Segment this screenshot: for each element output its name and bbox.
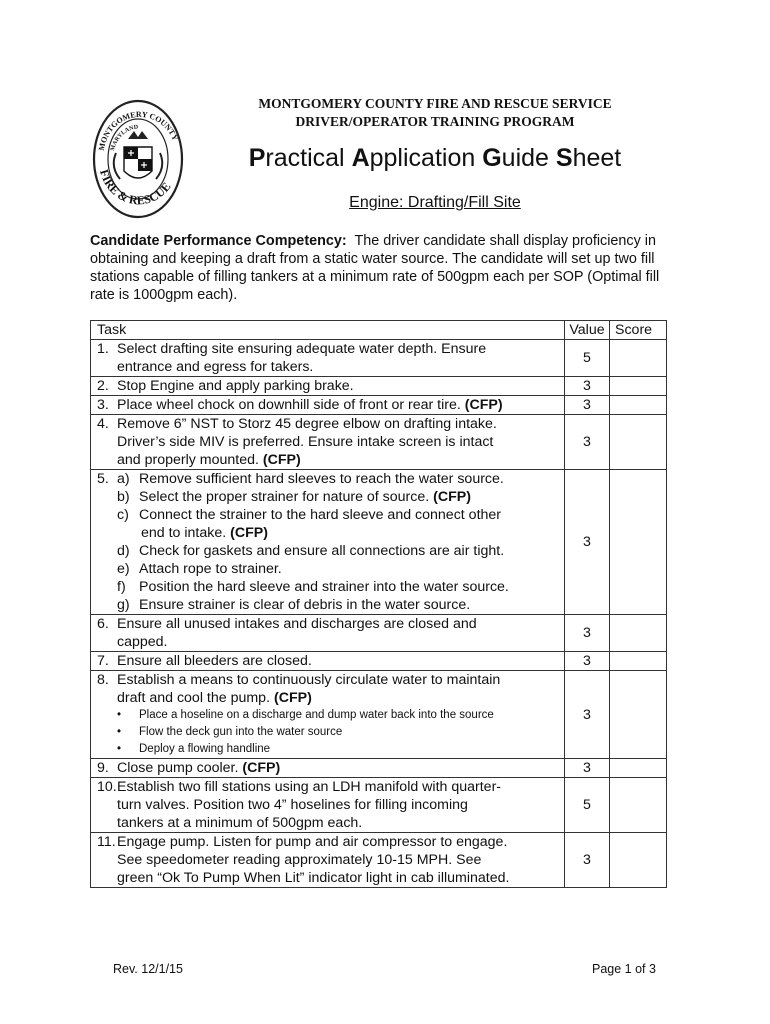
sub-label: c): [117, 507, 129, 523]
task-line: 6. Ensure all unused intakes and discharges are closed and: [97, 616, 477, 632]
value-cell: 3: [565, 671, 610, 759]
task-line: 9. Close pump cooler. (CFP): [97, 760, 281, 776]
score-cell: [610, 396, 667, 415]
revision-date: Rev. 12/1/15: [113, 962, 183, 976]
task-subline: b) Select the proper strainer for nature of source. (CFP): [117, 489, 471, 505]
score-cell: [610, 340, 667, 377]
score-cell: [610, 615, 667, 652]
task-line: 8. Establish a means to continuously circulate water to maintain: [97, 672, 501, 688]
bullet-item: • Flow the deck gun into the water source: [97, 724, 558, 741]
task-cell: [91, 833, 565, 888]
task-line: See speedometer reading approximately 10-15 MPH. See: [117, 852, 482, 868]
task-line: 1. Select drafting site ensuring adequate water depth. Ensure: [97, 341, 487, 357]
score-cell: [610, 778, 667, 833]
page-number: Page 1 of 3: [592, 962, 656, 976]
sub-label: e): [117, 561, 130, 577]
logo-middle-text: MARYLAND: [110, 124, 139, 152]
task-line: draft and cool the pump. (CFP): [117, 690, 312, 706]
task-subline: 5. a) Remove sufficient hard sleeves to reach the water source.: [97, 471, 504, 487]
competency-paragraph: [90, 232, 684, 304]
task-subline: c) Connect the strainer to the hard sleeve and connect other: [117, 507, 502, 523]
value-cell: 5: [565, 340, 610, 377]
cfp-marker: (CFP): [464, 397, 503, 413]
task-number: 2.: [97, 378, 109, 394]
value-cell: 3: [565, 396, 610, 415]
task-line: 10.Establish two fill stations using an LDH manifold with quarter-: [97, 779, 502, 795]
competency-text: The driver candidate shall display proficiency in obtaining and keeping a draft from a static water source. The candidate will set up two fill stations capable of filling tankers at a minimum rate of 500gpm each per SOP (Optimal fill rate is 1000gpm each).: [90, 233, 660, 303]
task-cell: [91, 671, 565, 759]
table-row: [91, 778, 667, 833]
task-line: Driver’s side MIV is preferred. Ensure intake screen is intact: [117, 434, 494, 450]
task-number: 5.: [97, 471, 109, 487]
task-number: 1.: [97, 341, 109, 357]
score-cell: [610, 470, 667, 615]
task-number: 9.: [97, 760, 109, 776]
task-cell: [91, 652, 565, 671]
table-row: [91, 396, 667, 415]
task-cell: [91, 340, 565, 377]
logo-top-text: MONTGOMERY COUNTY: [96, 109, 180, 152]
score-cell: [610, 652, 667, 671]
task-header: Task: [91, 321, 565, 340]
competency-label: Candidate Performance Competency:: [90, 233, 347, 249]
task-line: 2. Stop Engine and apply parking brake.: [97, 378, 354, 394]
task-table: [90, 320, 667, 888]
task-line: 11.Engage pump. Listen for pump and air compressor to engage.: [97, 834, 508, 850]
task-number: 7.: [97, 653, 109, 669]
value-cell: 5: [565, 778, 610, 833]
value-cell: 3: [565, 415, 610, 470]
table-header-row: [91, 321, 667, 340]
page-subtitle: Engine: Drafting/Fill Site: [349, 194, 521, 211]
organization-name: MONTGOMERY COUNTY FIRE AND RESCUE SERVICE: [258, 96, 612, 111]
task-subline: e) Attach rope to strainer.: [117, 561, 282, 577]
cfp-marker: (CFP): [273, 690, 312, 706]
table-row: [91, 377, 667, 396]
cfp-marker: (CFP): [230, 525, 268, 541]
sub-label: b): [117, 489, 130, 505]
task-cell: [91, 470, 565, 615]
score-cell: [610, 671, 667, 759]
table-row: [91, 671, 667, 759]
value-cell: 3: [565, 759, 610, 778]
table-row: [91, 415, 667, 470]
task-number: 10.: [97, 779, 117, 795]
table-row: [91, 759, 667, 778]
program-name: DRIVER/OPERATOR TRAINING PROGRAM: [295, 114, 575, 129]
table-row: [91, 615, 667, 652]
table-row: [91, 470, 667, 615]
task-line: and properly mounted. (CFP): [117, 452, 301, 468]
task-line: capped.: [117, 634, 168, 650]
score-cell: [610, 377, 667, 396]
score-header: Score: [610, 321, 667, 340]
task-cell: [91, 778, 565, 833]
task-subline: end to intake. (CFP): [141, 525, 268, 541]
sub-label: g): [117, 597, 130, 613]
task-number: 3.: [97, 397, 109, 413]
value-cell: 3: [565, 470, 610, 615]
cfp-marker: (CFP): [262, 452, 301, 468]
task-number: 8.: [97, 672, 109, 688]
task-cell: [91, 615, 565, 652]
task-line: 4. Remove 6” NST to Storz 45 degree elbow on drafting intake.: [97, 416, 497, 432]
task-line: 7. Ensure all bleeders are closed.: [97, 653, 312, 669]
value-cell: 3: [565, 833, 610, 888]
task-line: 3. Place wheel chock on downhill side of front or rear tire. (CFP): [97, 397, 503, 413]
score-cell: [610, 833, 667, 888]
task-line: tankers at a minimum of 500gpm each.: [117, 815, 363, 831]
sub-label: d): [117, 543, 130, 559]
task-line: green “Ok To Pump When Lit” indicator light in cab illuminated.: [117, 870, 510, 886]
task-line: entrance and egress for takers.: [117, 359, 314, 375]
bullet-item: • Deploy a flowing handline: [97, 741, 558, 758]
task-subline: g) Ensure strainer is clear of debris in the water source.: [117, 597, 471, 613]
task-cell: [91, 377, 565, 396]
task-number: 4.: [97, 416, 109, 432]
task-line: turn valves. Position two 4” hoselines for filling incoming: [117, 797, 468, 813]
task-cell: [91, 415, 565, 470]
task-subline: d) Check for gaskets and ensure all connections are air tight.: [117, 543, 505, 559]
logo-bottom-text: FIRE & RESCUE: [96, 167, 174, 208]
score-cell: [610, 759, 667, 778]
task-number: 6.: [97, 616, 109, 632]
task-subline: f) Position the hard sleeve and strainer into the water source.: [117, 579, 509, 595]
sub-label: a): [117, 471, 130, 487]
task-cell: [91, 396, 565, 415]
task-cell: [91, 759, 565, 778]
table-row: [91, 833, 667, 888]
page-title: Practical Application Guide Sheet: [248, 144, 622, 172]
sub-label: f): [117, 579, 126, 595]
montgomery-county-fire-rescue-seal: [90, 93, 186, 226]
cfp-marker: (CFP): [242, 760, 281, 776]
value-cell: 3: [565, 652, 610, 671]
score-cell: [610, 415, 667, 470]
bullet-item: • Place a hoseline on a discharge and dump water back into the source: [97, 707, 558, 724]
table-row: [91, 652, 667, 671]
table-row: [91, 340, 667, 377]
value-header: Value: [565, 321, 610, 340]
cfp-marker: (CFP): [433, 489, 471, 505]
value-cell: 3: [565, 377, 610, 396]
task-number: 11.: [97, 834, 116, 850]
value-cell: 3: [565, 615, 610, 652]
